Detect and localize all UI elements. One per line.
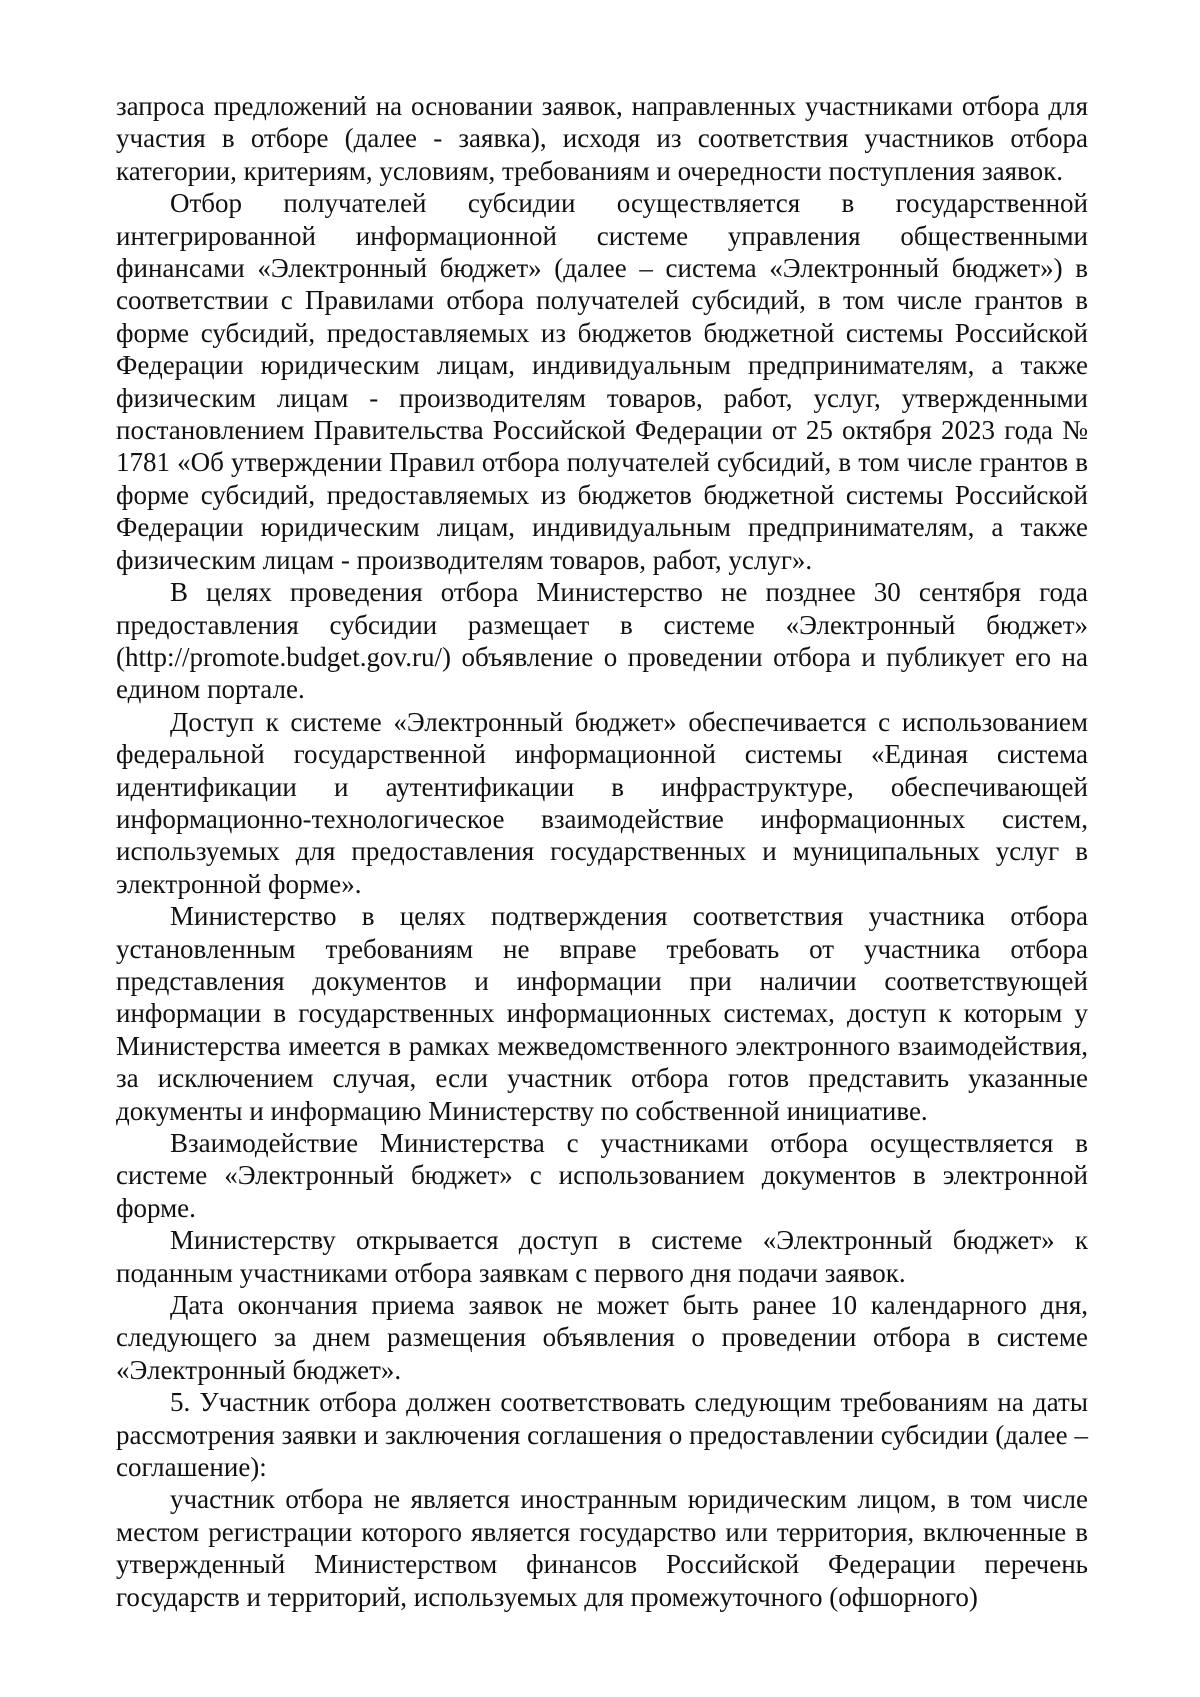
paragraph-deadline: Дата окончания приема заявок не может быть ранее 10 календарного дня, следующего за днем размещения объявления о проведении отбора в системе «Электронный бюджет».: [116, 1290, 1088, 1385]
paragraph-continuation: запроса предложений на основании заявок, направленных участниками отбора для участия в отборе (далее - заявка), исходя из соответствия участников отбора категории, критериям, условиям, требованиям и очередности поступления заявок.: [116, 91, 1088, 186]
paragraph-foreign-entity: участник отбора не является иностранным юридическим лицом, в том числе местом регистрации которого является государство или территория, включенные в утвержденный Министерством финансов Российской Федерации перечень государств и территорий, используемых для промежуточного (офшорного): [116, 1484, 1088, 1612]
paragraph-section-5: 5. Участник отбора должен соответствовать следующим требованиям на даты рассмотрения заявки и заключения соглашения о предоставлении субсидии (далее – соглашение):: [116, 1387, 1088, 1483]
paragraph-selection-system: Отбор получателей субсидии осуществляется в государственной интегрированной информационной системе управления общественными финансами «Электронный бюджет» (далее – система «Электронный бюджет») в соответствии с Правилами отбора получателей субсидий, в том числе грантов в форме субсидий, предоставляемых из бюджетов бюджетной системы Российской Федерации юридическим лицам, индивидуальным предпринимателям, а также физическим лицам - производителям товаров, работ, услуг, утвержденными постановлением Правительства Российской Федерации от 25 октября 2023 года № 1781 «Об утверждении Правил отбора получателей субсидий, в том числе грантов в форме субсидий, предоставляемых из бюджетов бюджетной системы Российской Федерации юридическим лицам, индивидуальным предпринимателям, а также физическим лицам - производителям товаров, работ, услуг».: [116, 188, 1088, 575]
paragraph-announcement: В целях проведения отбора Министерство не позднее 30 сентября года предоставления субсидии размещает в системе «Электронный бюджет» (http://promote.budget.gov.ru/) объявление о проведении отбора и публикует его на едином портале.: [116, 577, 1088, 705]
paragraph-interaction: Взаимодействие Министерства с участниками отбора осуществляется в системе «Электронный бюджет» с использованием документов в электронной форме.: [116, 1128, 1088, 1223]
paragraph-ministry-access: Министерству открывается доступ в системе «Электронный бюджет» к поданным участниками отбора заявкам с первого дня подачи заявок.: [116, 1225, 1088, 1288]
paragraph-ministry-requirements: Министерство в целях подтверждения соответствия участника отбора установленным требованиям не вправе требовать от участника отбора представления документов и информации при наличии соответствующей информации в государственных информационных системах, доступ к которым у Министерства имеется в рамках межведомственного электронного взаимодействия, за исключением случая, если участник отбора готов представить указанные документы и информацию Министерству по собственной инициативе.: [116, 901, 1088, 1126]
document-page: [116, 90, 1088, 1613]
paragraph-system-access: Доступ к системе «Электронный бюджет» обеспечивается с использованием федеральной государственной информационной системы «Единая система идентификации и аутентификации в инфраструктуре, обеспечивающей информационно-технологическое взаимодействие информационных систем, используемых для предоставления государственных и муниципальных услуг в электронной форме».: [116, 706, 1088, 899]
